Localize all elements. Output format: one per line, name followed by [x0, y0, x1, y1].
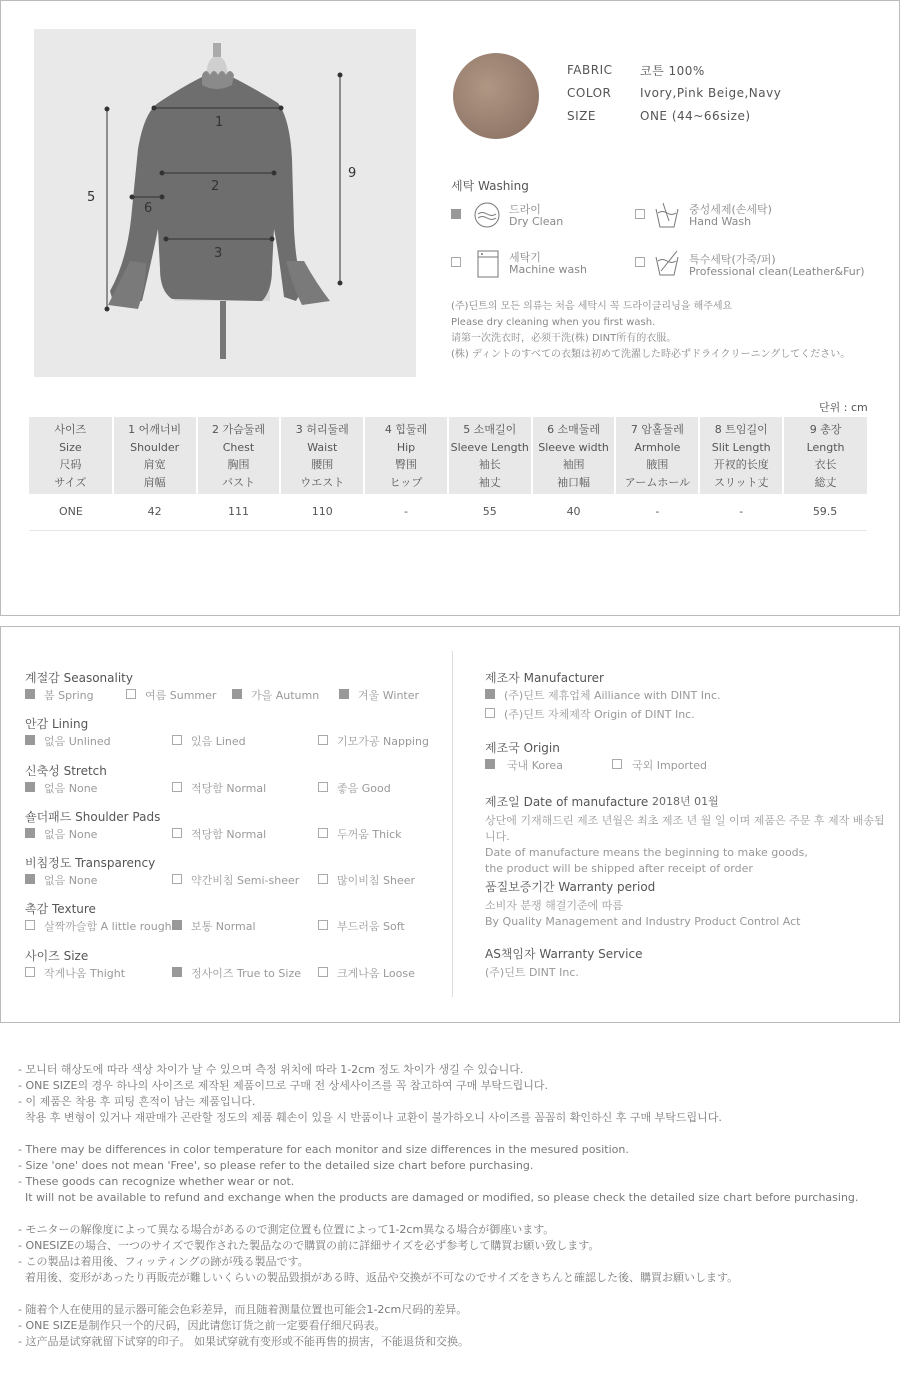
attribute-option-checkbox	[126, 689, 136, 699]
waist-col-header: 3 허리둘레 Waist 腰围 ウエスト	[280, 417, 364, 494]
notice-line: - 这产品是试穿就留下试穿的印子。 如果试穿就有变形或不能再售的损害，不能退货和交换。	[18, 1335, 469, 1348]
washing-note-zh: 请第一次洗衣时，必须干洗(株) DINT所有的衣服。	[451, 333, 677, 344]
attribute-option-checkbox	[25, 782, 35, 792]
manufacturer-title: 제조자 Manufacturer	[485, 671, 604, 685]
attribute-option-checkbox	[25, 874, 35, 884]
attribute-title: 비침정도 Transparency	[25, 856, 156, 870]
table-row	[29, 494, 867, 530]
notice-line: - ONE SIZE의 경우 하나의 사이즈로 제작된 제품이므로 구매 전 상세사이즈를 꼭 참고하여 구매 부탁드립니다.	[18, 1079, 549, 1092]
hand-wash-checkbox	[635, 209, 645, 219]
table-cell: ONE	[29, 494, 113, 530]
origin-option-label: 국내 Korea	[507, 759, 563, 772]
notice-line: - These goods can recognize whether wear or not.	[18, 1175, 295, 1188]
length-col-header: 9 총장 Length 衣长 総丈	[783, 417, 867, 494]
attribute-option-checkbox	[318, 874, 328, 884]
notice-line: - モニターの解像度によって異なる場合があるので測定位置も位置によって1-2cm異なる場合が御座います。	[18, 1223, 555, 1236]
size-label: SIZE	[567, 109, 596, 123]
notice-group	[18, 1142, 898, 1206]
table-cell: 55	[448, 494, 532, 530]
attribute-option-checkbox	[25, 920, 35, 930]
attribute-option-label: 겨울 Winter	[358, 689, 420, 702]
warranty-description: 소비자 분쟁 해결기준에 따름 By Quality Management and Industry Product Control Act	[485, 899, 801, 928]
attribute-option-checkbox	[25, 967, 35, 977]
notice-line: - ONE SIZE是制作只一个的尺码，因此请您订货之前一定要看仔细尺码表。	[18, 1319, 386, 1332]
machine-wash-en: Machine wash	[509, 263, 587, 276]
attribute-option-checkbox	[25, 735, 35, 745]
attribute-option-checkbox	[172, 874, 182, 884]
measure-label-2: 2	[211, 179, 220, 194]
table-cell: -	[615, 494, 699, 530]
measure-label-9: 9	[348, 166, 357, 181]
attribute-option-checkbox	[25, 689, 35, 699]
attribute-option-label: 보통 Normal	[191, 920, 256, 933]
manufacturer-option-label: (주)딘트 제휴업체 Ailliance with DINT Inc.	[504, 689, 721, 702]
notice-group	[18, 1302, 898, 1350]
attribute-option-checkbox	[172, 782, 182, 792]
origin-option-label: 국외 Imported	[632, 759, 708, 772]
measure-label-5: 5	[87, 190, 96, 205]
attribute-option-checkbox	[172, 828, 182, 838]
notice-line: - この製品は着用後、フィッティングの跡が残る製品です。	[18, 1255, 309, 1268]
attribute-option-label: 기모가공 Napping	[337, 735, 429, 748]
size-table-header-row	[29, 417, 867, 494]
attribute-option-checkbox	[172, 920, 182, 930]
professional-clean-checkbox	[635, 257, 645, 267]
hand-wash-icon	[653, 201, 681, 229]
attribute-option-label: 두꺼움 Thick	[337, 828, 402, 841]
machine-wash-icon	[475, 249, 501, 279]
color-value: Ivory,Pink Beige,Navy	[640, 86, 782, 100]
notice-groups	[18, 1062, 898, 1350]
dry-clean-icon	[473, 201, 501, 229]
measure-label-6: 6	[144, 201, 153, 216]
fabric-label: FABRIC	[567, 63, 613, 77]
washing-note-ja: (株) ディントのすべての衣類は初めて洗濯した時必ずドライクリーニングしてください。	[451, 349, 851, 360]
washing-note-ko: (주)딘트의 모든 의류는 처음 세탁시 꼭 드라이클리닝을 해주세요	[451, 301, 733, 312]
table-cell: -	[699, 494, 783, 530]
slit-length-col-header: 8 트임길이 Slit Length 开衩的长度 スリット丈	[699, 417, 783, 494]
attribute-title: 촉감 Texture	[25, 902, 96, 916]
origin-title: 제조국 Origin	[485, 741, 560, 755]
machine-wash-checkbox	[451, 257, 461, 267]
fabric-value: 코튼 100%	[640, 64, 705, 78]
fabric-swatch	[453, 53, 539, 139]
manufacture-date-description: 상단에 기재해드린 제조 년월은 최초 제조 년 월 일 이며 제품은 주문 후 제작 배송됩니다. Date of manufacture means the beginning to make goods, the product will be shipped after receipt of order	[485, 814, 885, 875]
attribute-option-checkbox	[339, 689, 349, 699]
attribute-option-label: 부드러움 Soft	[337, 920, 405, 933]
attribute-title: 안감 Lining	[25, 717, 89, 731]
attribute-option-label: 없음 Unlined	[44, 735, 111, 748]
attribute-option-checkbox	[25, 828, 35, 838]
professional-clean-ko: 특수세탁(가죽/퍼)	[689, 253, 776, 266]
sleeve-length-col-header: 5 소매길이 Sleeve Length 袖长 袖丈	[448, 417, 532, 494]
notice-line: - ONESIZEの場合、一つのサイズで製作された製品なので購買の前に詳細サイズを必ず参考して購買お願い致します。	[18, 1239, 600, 1252]
table-cell: 40	[532, 494, 616, 530]
manufacturer-option-label: (주)딘트 자체제작 Origin of DINT Inc.	[504, 708, 695, 721]
unit-label: 단위 : cm	[819, 401, 868, 414]
attribute-option-checkbox	[172, 967, 182, 977]
as-value: (주)딘트 DINT Inc.	[485, 966, 579, 979]
table-cell: 59.5	[783, 494, 867, 530]
attribute-option-label: 있음 Lined	[191, 735, 246, 748]
sleeve-width-col-header: 6 소매둘레 Sleeve width 袖围 袖口幅	[532, 417, 616, 494]
attribute-option-label: 살짝까슬함 A little rough	[44, 920, 172, 933]
table-cell: 111	[197, 494, 281, 530]
notice-line: - 随着个人在使用的显示器可能会色彩差异，而且随着测量位置也可能会1-2cm尺码的差异。	[18, 1303, 468, 1316]
size-col-header: 사이즈 Size 尺码 サイズ	[29, 417, 113, 494]
hand-wash-ko: 중성세제(손세탁)	[689, 203, 772, 216]
attribute-option-label: 정사이즈 True to Size	[191, 967, 301, 980]
notice-line: - 이 제품은 착용 후 피팅 흔적이 남는 제품입니다.	[18, 1095, 256, 1108]
hip-col-header: 4 힙둘레 Hip 臀围 ヒップ	[364, 417, 448, 494]
attribute-option-label: 약간비침 Semi-sheer	[191, 874, 300, 887]
manufacturer-option-checkbox	[485, 708, 495, 718]
as-title: AS책임자 Warranty Service	[485, 947, 643, 961]
attribute-option-checkbox	[232, 689, 242, 699]
dry-clean-en: Dry Clean	[509, 215, 564, 228]
attribute-option-checkbox	[318, 782, 328, 792]
attribute-option-label: 많이비침 Sheer	[337, 874, 416, 887]
notice-line: - There may be differences in color temperature for each monitor and size differences in the mesured position.	[18, 1143, 629, 1156]
hand-wash-en: Hand Wash	[689, 215, 752, 228]
column-divider	[452, 651, 453, 997]
attribute-option-label: 작게나옴 Thight	[44, 967, 126, 980]
washing-title: 세탁 Washing	[451, 179, 529, 193]
attribute-option-checkbox	[318, 735, 328, 745]
manufacture-date-title: 제조일 Date of manufacture	[485, 795, 649, 809]
notice-line: 着用後、変形があったり再販売が難しいくらいの製品毀損がある時、返品や交換が不可なのでサイズをきちんと確認した後、購買お願いします。	[18, 1271, 739, 1284]
notice-line: - Size 'one' does not mean 'Free', so please refer to the detailed size chart before purchasing.	[18, 1159, 534, 1172]
manufacturer-option-checkbox	[485, 689, 495, 699]
origin-option-checkbox	[612, 759, 622, 769]
notice-line: - 모니터 해상도에 따라 색상 차이가 날 수 있으며 측정 위치에 따라 1-2cm 정도 차이가 생길 수 있습니다.	[18, 1063, 524, 1076]
attribute-option-label: 없음 None	[44, 874, 98, 887]
armhole-col-header: 7 암홀둘레 Armhole 腋围 アームホール	[615, 417, 699, 494]
attribute-option-checkbox	[318, 967, 328, 977]
professional-clean-en: Professional clean(Leather&Fur)	[689, 265, 865, 278]
chest-col-header: 2 가슴둘레 Chest 胸围 バスト	[197, 417, 281, 494]
attribute-option-label: 가을 Autumn	[251, 689, 320, 702]
attribute-option-label: 없음 None	[44, 828, 98, 841]
garment-diagram	[34, 29, 416, 377]
machine-wash-ko: 세탁기	[509, 251, 541, 264]
professional-clean-icon	[653, 249, 681, 279]
color-label: COLOR	[567, 86, 612, 100]
warranty-title: 품질보증기간 Warranty period	[485, 880, 656, 894]
attribute-option-label: 없음 None	[44, 782, 98, 795]
attribute-option-checkbox	[318, 920, 328, 930]
attribute-option-checkbox	[318, 828, 328, 838]
origin-option-checkbox	[485, 759, 495, 769]
attribute-option-label: 봄 Spring	[44, 689, 94, 702]
notice-group	[18, 1062, 898, 1126]
notice-group	[18, 1222, 898, 1286]
dry-clean-checkbox	[451, 209, 461, 219]
attribute-title: 사이즈 Size	[25, 949, 89, 963]
attribute-title: 신축성 Stretch	[25, 764, 107, 778]
table-cell: 110	[280, 494, 364, 530]
measure-label-3: 3	[214, 246, 223, 261]
attribute-title: 숄더패드 Shoulder Pads	[25, 810, 161, 824]
notice-area	[18, 1062, 898, 1366]
shoulder-col-header: 1 어깨너비 Shoulder 肩宽 肩幅	[113, 417, 197, 494]
table-cell: 42	[113, 494, 197, 530]
notice-line: 착용 후 변형이 있거나 재판매가 곤란할 정도의 제품 훼손이 있을 시 반품이나 교환이 불가하오니 사이즈를 꼼꼼히 확인하신 후 구매 부탁드립니다.	[18, 1111, 722, 1124]
notice-line: It will not be available to refund and exchange when the products are damaged or modified, so please check the detailed size chart before purchasing.	[18, 1191, 859, 1204]
attribute-option-label: 좋음 Good	[337, 782, 391, 795]
attribute-option-checkbox	[172, 735, 182, 745]
size-value: ONE (44~66size)	[640, 109, 751, 123]
washing-notes	[451, 299, 891, 363]
attribute-option-label: 적당함 Normal	[191, 828, 267, 841]
product-info-panel	[0, 626, 900, 1023]
attribute-option-label: 적당함 Normal	[191, 782, 267, 795]
size-table	[29, 417, 867, 531]
attribute-option-label: 여름 Summer	[145, 689, 217, 702]
product-spec-panel	[0, 0, 900, 616]
dry-clean-ko: 드라이	[509, 203, 541, 216]
table-cell: -	[364, 494, 448, 530]
measure-label-1: 1	[215, 115, 224, 130]
manufacture-date-value: 2018년 01월	[652, 795, 719, 808]
attribute-title: 계절감 Seasonality	[25, 671, 133, 685]
washing-note-en: Please dry cleaning when you first wash.	[451, 317, 656, 328]
attribute-option-label: 크게나옴 Loose	[337, 967, 415, 980]
